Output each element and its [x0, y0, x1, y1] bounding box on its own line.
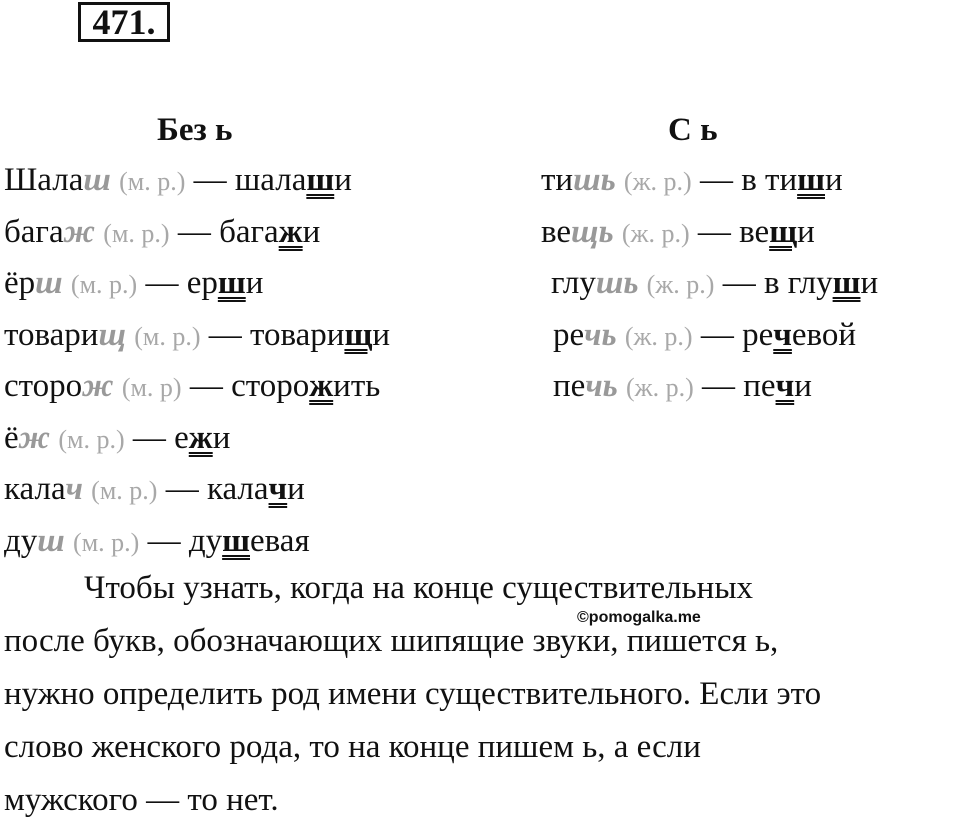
form-underlined-letter: щ	[344, 316, 373, 353]
form-underlined-letter: ж	[278, 213, 303, 250]
gender-label: (м. р.)	[119, 167, 186, 196]
exercise-number-box	[78, 2, 170, 42]
dash: —	[132, 419, 166, 456]
form-underlined-letter: щ	[769, 213, 798, 250]
form-underlined-letter: ж	[188, 419, 213, 456]
left-column-heading: Без ь	[157, 112, 233, 148]
word-row	[4, 469, 305, 511]
word-ending: ш	[83, 162, 111, 198]
word-row	[4, 521, 310, 563]
gender-label: (ж. р.)	[646, 270, 715, 299]
dash: —	[177, 213, 211, 250]
dash: —	[699, 162, 733, 198]
word-stem: ё	[4, 419, 19, 456]
word-ending: шь	[573, 162, 616, 198]
form-suffix: и	[860, 265, 879, 301]
gender-label: (ж. р.)	[621, 218, 690, 248]
gender-label: (ж. р.)	[625, 373, 694, 402]
form-prefix: кала	[206, 471, 269, 507]
word-row	[4, 212, 320, 254]
form-underlined-letter: ч	[775, 368, 795, 404]
word-ending: щь	[571, 213, 614, 250]
form-prefix: пе	[743, 368, 776, 404]
form-suffix: и	[794, 368, 812, 404]
word-ending: ж	[82, 368, 114, 404]
form-prefix: ер	[186, 265, 218, 301]
dash: —	[697, 213, 731, 250]
form-underlined-letter: ч	[773, 316, 792, 353]
form-suffix: и	[287, 471, 305, 507]
word-stem: сторо	[4, 368, 83, 404]
word-row	[541, 212, 815, 254]
form-suffix: и	[797, 213, 815, 250]
word-row	[4, 366, 380, 408]
gender-label: (м. р.)	[70, 270, 138, 299]
word-ending: ш	[37, 522, 65, 559]
form-prefix: в ти	[741, 162, 798, 198]
gender-label: (м. р.)	[134, 321, 201, 351]
form-underlined-letter: ш	[832, 265, 861, 301]
rule-line: после букв, обозначающих шипящие звуки, пишется ь,	[4, 623, 779, 659]
form-prefix: бага	[219, 213, 279, 250]
form-prefix: шала	[234, 162, 307, 198]
dash: —	[208, 316, 242, 353]
gender-label: (м. р)	[121, 373, 182, 402]
form-suffix: и	[372, 316, 390, 353]
dash: —	[189, 368, 223, 404]
dash: —	[147, 522, 181, 559]
word-row	[553, 366, 812, 408]
word-stem: товари	[4, 316, 99, 353]
form-underlined-letter: ш	[217, 265, 246, 301]
form-suffix: и	[245, 265, 264, 301]
rule-line: слово женского рода, то на конце пишем ь, а если	[4, 729, 701, 765]
word-ending: чь	[584, 316, 617, 353]
gender-label: (ж. р.)	[624, 321, 693, 351]
form-underlined-letter: ш	[797, 162, 825, 198]
gender-label: (м. р.)	[91, 476, 158, 505]
word-row	[551, 263, 878, 305]
form-suffix: и	[302, 213, 321, 250]
form-suffix: и	[212, 419, 231, 456]
word-row	[4, 418, 230, 460]
dash: —	[700, 316, 734, 353]
form-suffix: и	[334, 162, 352, 198]
rule-line: Чтобы узнать, когда на конце существительных	[84, 570, 753, 606]
dash: —	[722, 265, 756, 301]
word-stem: кала	[4, 471, 66, 507]
dash: —	[145, 265, 179, 301]
rule-line: нужно определить род имени существительного. Если это	[4, 676, 822, 712]
form-prefix: ре	[742, 316, 774, 353]
gender-label: (м. р.)	[73, 527, 140, 557]
exercise-number-dot: .	[146, 2, 156, 42]
word-ending: ж	[63, 213, 96, 250]
word-stem: ти	[541, 162, 574, 198]
gender-label: (м. р.)	[58, 424, 125, 454]
form-underlined-letter: ж	[309, 368, 334, 404]
word-stem: пе	[553, 368, 586, 404]
form-prefix: е	[174, 419, 189, 456]
word-ending: ч	[65, 471, 83, 507]
form-suffix: и	[825, 162, 843, 198]
form-suffix: ить	[333, 368, 381, 404]
form-prefix: товари	[249, 316, 345, 353]
form-prefix: сторо	[231, 368, 310, 404]
word-row	[4, 160, 352, 202]
form-prefix: ве	[739, 213, 770, 250]
word-stem: ве	[541, 213, 572, 250]
form-prefix: ду	[188, 522, 223, 559]
dash: —	[702, 368, 735, 404]
word-ending: ш	[35, 265, 63, 301]
form-underlined-letter: ч	[268, 471, 288, 507]
dash: —	[165, 471, 199, 507]
form-suffix: евая	[250, 522, 310, 559]
gender-label: (м. р.)	[103, 218, 170, 248]
form-underlined-letter: ш	[306, 162, 335, 198]
word-ending: шь	[595, 265, 639, 301]
exercise-number: 471	[92, 2, 147, 42]
word-stem: ёр	[4, 265, 36, 301]
right-column-heading: С ь	[668, 112, 718, 148]
watermark: ©pomogalka.me	[577, 609, 701, 626]
dash: —	[193, 162, 227, 198]
word-ending: ж	[18, 419, 51, 456]
word-stem: Шала	[4, 162, 84, 198]
word-row	[553, 315, 856, 357]
word-row	[4, 315, 390, 357]
rule-line: мужского — то нет.	[4, 782, 279, 818]
word-stem: ре	[553, 316, 585, 353]
word-row	[4, 263, 263, 305]
form-prefix: в глу	[763, 265, 833, 301]
form-underlined-letter: ш	[222, 522, 250, 559]
word-row	[541, 160, 843, 202]
word-ending: чь	[585, 368, 618, 404]
word-ending: щ	[98, 316, 126, 353]
gender-label: (ж. р.)	[623, 167, 692, 196]
rule-paragraph	[0, 562, 960, 827]
word-stem: бага	[4, 213, 64, 250]
word-stem: ду	[4, 522, 38, 559]
word-stem: глу	[551, 265, 596, 301]
form-suffix: евой	[791, 316, 857, 353]
